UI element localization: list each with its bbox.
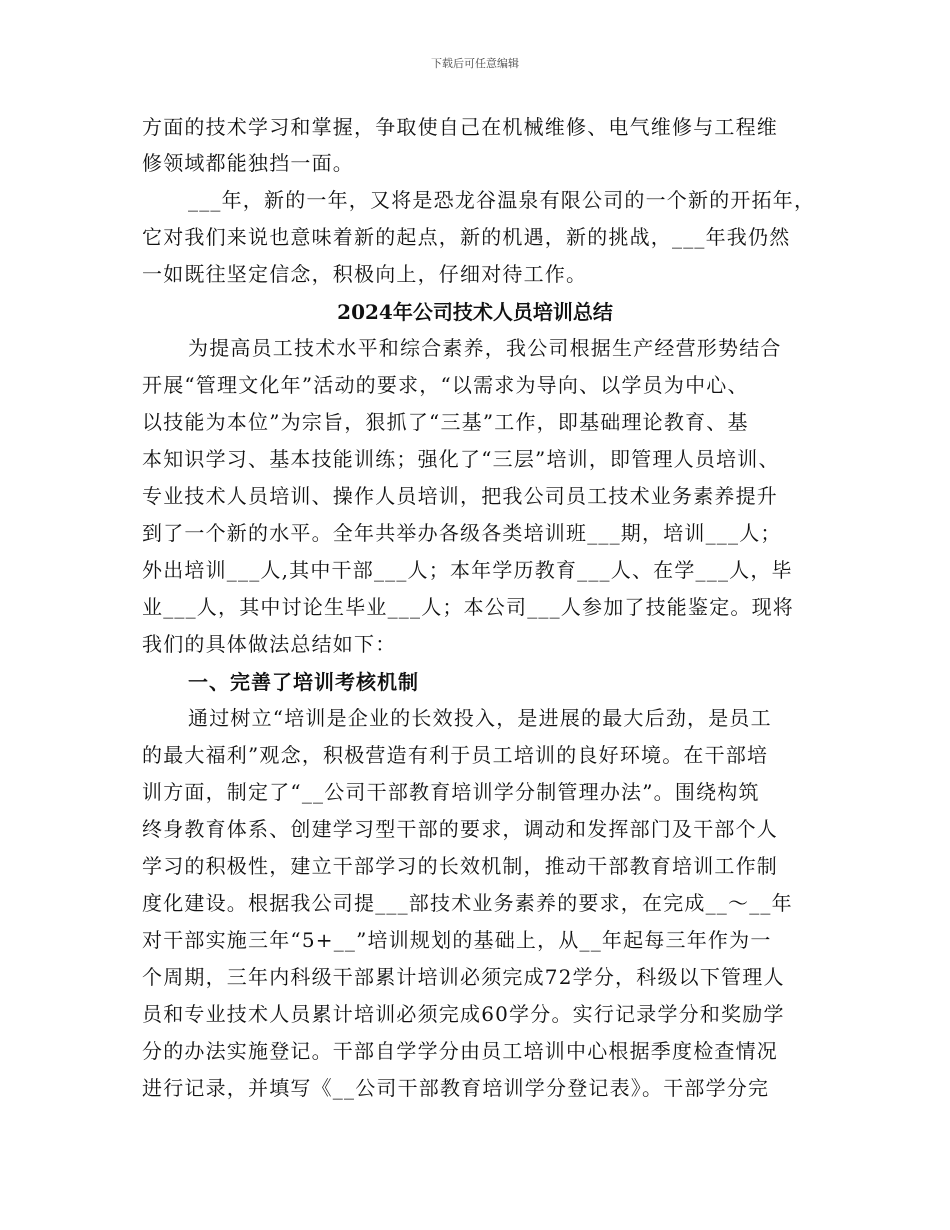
paragraph-line: 员和专业技术人员累计培训必须完成60学分。实行记录学分和奖励学 <box>142 1002 785 1026</box>
paragraph-line: 外出培训___人,其中干部___人；本年学历教育___人、在学___人，毕 <box>142 558 793 582</box>
paragraph-line: 一如既往坚定信念，积极向上，仔细对待工作。 <box>142 262 588 286</box>
paragraph-line: 分的办法实施登记。干部自学学分由员工培训中心根据季度检查情况 <box>142 1039 778 1063</box>
paragraph-line: ___年，新的一年，又将是恐龙谷温泉有限公司的一个新的开拓年， <box>188 188 816 212</box>
paragraph-line: 学习的积极性，建立干部学习的长效机制，推动干部教育培训工作制 <box>142 854 778 878</box>
paragraph-line: 的最大福利”观念，积极营造有利于员工培训的良好环境。在干部培 <box>142 743 769 767</box>
paragraph-line: 开展“管理文化年”活动的要求，“以需求为导向、以学员为中心、 <box>142 373 749 397</box>
paragraph-line: 到了一个新的水平。全年共举办各级各类培训班___期，培训___人； <box>142 521 782 545</box>
paragraph-line: 度化建设。根据我公司提___部技术业务素养的要求，在完成__～__年 <box>142 891 793 915</box>
paragraph-line: 专业技术人员培训、操作人员培训，把我公司员工技术业务素养提升 <box>142 484 778 508</box>
paragraph-line: 我们的具体做法总结如下： <box>142 632 397 656</box>
paragraph-line: 个周期，三年内科级干部累计培训必须完成72学分，科级以下管理人 <box>142 965 785 989</box>
document-title: 2024年公司技术人员培训总结 <box>337 300 613 324</box>
paragraph-line: 对干部实施三年“5+__”培训规划的基础上，从__年起每三年作为一 <box>142 928 772 952</box>
paragraph-line: 通过树立“培训是企业的长效投入，是进展的最大后劲，是员工 <box>188 706 772 730</box>
paragraph-line: 方面的技术学习和掌握，争取使自己在机械维修、电气维修与工程维 <box>142 115 778 139</box>
header-note: 下载后可任意编辑 <box>431 57 519 70</box>
section-heading: 一、完善了培训考核机制 <box>188 670 419 694</box>
paragraph-line: 以技能为本位”为宗旨，狠抓了“三基”工作，即基础理论教育、基 <box>142 410 749 434</box>
paragraph-line: 修领域都能独挡一面。 <box>142 151 354 175</box>
paragraph-line: 它对我们来说也意味着新的起点，新的机遇，新的挑战，___年我仍然 <box>142 225 791 249</box>
paragraph-line: 为提高员工技术水平和综合素养，我公司根据生产经营形势结合 <box>188 336 782 360</box>
paragraph-line: 本知识学习、基本技能训练；强化了“三层”培训，即管理人员培训、 <box>142 447 780 471</box>
paragraph-line: 训方面，制定了“__公司干部教育培训学分制管理办法”。围绕构筑 <box>142 780 760 804</box>
paragraph-line: 进行记录，并填写《__公司干部教育培训学分登记表》。干部学分完 <box>142 1076 770 1100</box>
paragraph-line: 业___人，其中讨论生毕业___人；本公司___人参加了技能鉴定。现将 <box>142 595 794 619</box>
paragraph-line: 终身教育体系、创建学习型干部的要求，调动和发挥部门及干部个人 <box>142 817 778 841</box>
